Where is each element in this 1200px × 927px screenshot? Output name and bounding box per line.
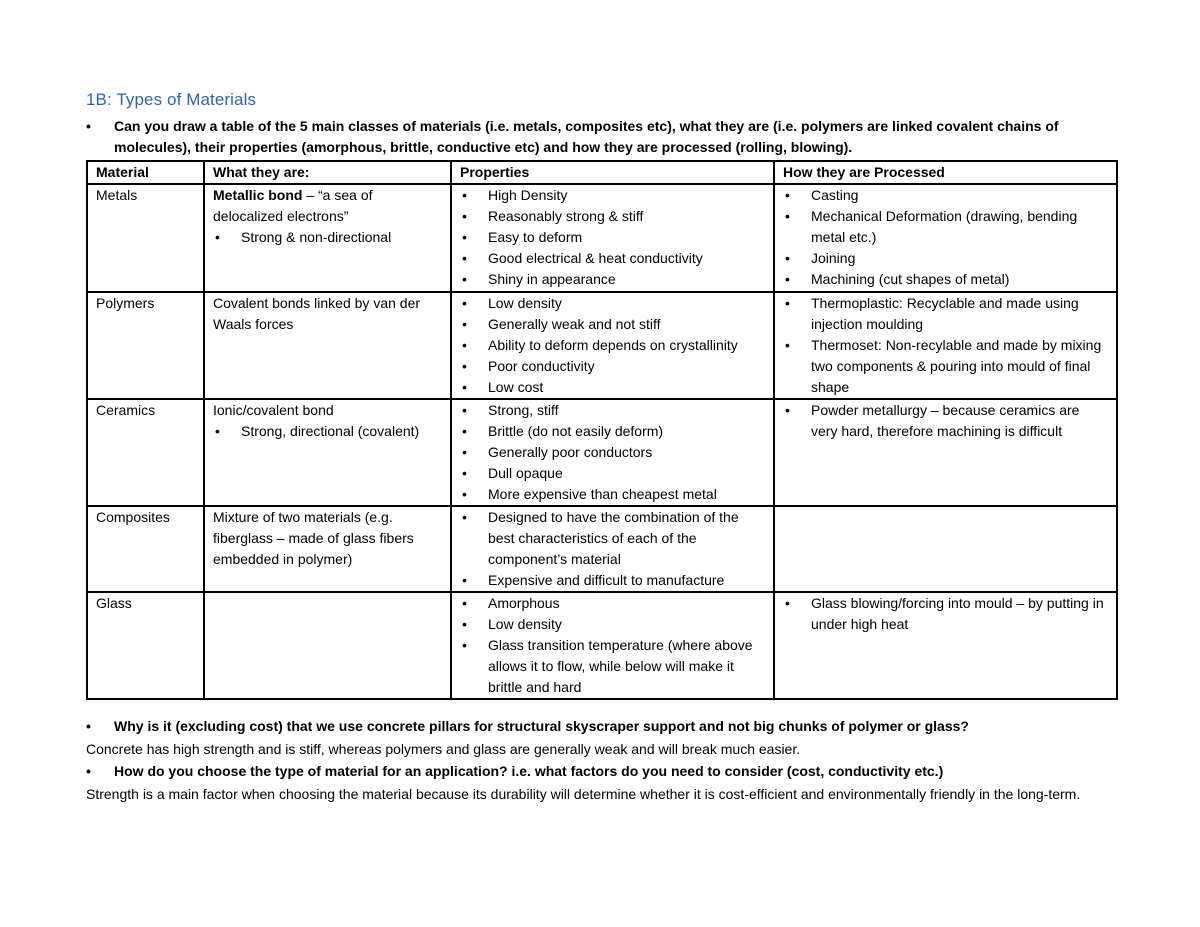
cell-processed	[774, 399, 1117, 506]
materials-table	[86, 160, 1118, 700]
cell-properties	[451, 592, 774, 699]
cell-what	[204, 399, 451, 506]
header-material: Material	[87, 161, 204, 184]
list-item: • Generally weak and not stiff	[460, 314, 765, 335]
list-item: • Expensive and difficult to manufacture	[460, 570, 765, 591]
list-item: • Strong & non-directional	[213, 227, 442, 248]
cell-material: Glass	[87, 592, 204, 699]
table-row	[87, 399, 1117, 506]
list-item: • Joining	[783, 248, 1108, 269]
question-2-text: How do you choose the type of material for an application? i.e. what factors do you need to consider (cost, conductivity etc.)	[114, 763, 944, 779]
list-item: • Amorphous	[460, 593, 765, 614]
list-item: • Low density	[460, 293, 765, 314]
cell-properties	[451, 506, 774, 592]
cell-material: Metals	[87, 184, 204, 292]
list-item: • Reasonably strong & stiff	[460, 206, 765, 227]
list-item: • Glass blowing/forcing into mould – by putting in under high heat	[783, 593, 1108, 635]
cell-what	[204, 506, 451, 592]
list-item: • High Density	[460, 185, 765, 206]
what-text: Covalent bonds linked by van der Waals forces	[213, 295, 421, 332]
list-item: • Easy to deform	[460, 227, 765, 248]
intro-question	[86, 116, 1116, 158]
cell-processed	[774, 592, 1117, 699]
cell-what	[204, 184, 451, 292]
what-bold-text: Metallic bond	[213, 187, 303, 203]
list-item: • Good electrical & heat conductivity	[460, 248, 765, 269]
what-text: Mixture of two materials (e.g. fiberglass – made of glass fibers embedded in polymer)	[213, 509, 414, 567]
list-item: • Strong, stiff	[460, 400, 765, 421]
section-heading: 1B: Types of Materials	[86, 90, 257, 109]
table-row	[87, 184, 1117, 292]
cell-what	[204, 592, 451, 699]
list-item: • Dull opaque	[460, 463, 765, 484]
cell-material: Ceramics	[87, 399, 204, 506]
table-row	[87, 592, 1117, 699]
header-what-they-are: What they are:	[204, 161, 451, 184]
list-item: • Mechanical Deformation (drawing, bending metal etc.)	[783, 206, 1108, 248]
header-properties: Properties	[451, 161, 774, 184]
list-item: • Low density	[460, 614, 765, 635]
table-header-row	[87, 161, 1117, 184]
header-processed: How they are Processed	[774, 161, 1117, 184]
list-item: • Shiny in appearance	[460, 269, 765, 290]
list-item: • Thermoplastic: Recyclable and made using injection moulding	[783, 293, 1108, 335]
list-item: • More expensive than cheapest metal	[460, 484, 765, 505]
cell-processed	[774, 506, 1117, 592]
cell-properties	[451, 292, 774, 399]
bullet-symbol: •	[86, 718, 91, 734]
list-item: • Glass transition temperature (where above allows it to flow, while below will make it brittle and hard	[460, 635, 765, 698]
list-item: • Designed to have the combination of the best characteristics of each of the component’s material	[460, 507, 765, 570]
table-row	[87, 292, 1117, 399]
cell-material: Polymers	[87, 292, 204, 399]
list-item: • Low cost	[460, 377, 765, 398]
what-text: Ionic/covalent bond	[213, 402, 334, 418]
list-item: • Brittle (do not easily deform)	[460, 421, 765, 442]
bullet-symbol: •	[86, 763, 91, 779]
cell-processed	[774, 292, 1117, 399]
list-item: • Thermoset: Non-recylable and made by mixing two components & pouring into mould of final shape	[783, 335, 1108, 398]
list-item: • Casting	[783, 185, 1108, 206]
cell-material: Composites	[87, 506, 204, 592]
list-item: • Strong, directional (covalent)	[213, 421, 442, 442]
intro-question-text: Can you draw a table of the 5 main classes of materials (i.e. metals, composites etc), what they are (i.e. polymers are linked covalent chains of molecules), their properties (amorphous, brittle, conductive etc) and how they are processed (rolling, blowing).	[114, 118, 1059, 155]
list-item: • Generally poor conductors	[460, 442, 765, 463]
cell-properties	[451, 399, 774, 506]
what-text: – “a sea of delocalized electrons”	[213, 187, 373, 224]
list-item: • Ability to deform depends on crystallinity	[460, 335, 765, 356]
cell-processed	[774, 184, 1117, 292]
question-1-text: Why is it (excluding cost) that we use concrete pillars for structural skyscraper support and not big chunks of polymer or glass?	[114, 718, 969, 734]
question-1	[86, 716, 1116, 737]
bullet-symbol: •	[86, 118, 91, 134]
cell-what	[204, 292, 451, 399]
list-item: • Poor conductivity	[460, 356, 765, 377]
question-2	[86, 761, 1116, 782]
list-item: • Powder metallurgy – because ceramics are very hard, therefore machining is difficult	[783, 400, 1108, 442]
cell-properties	[451, 184, 774, 292]
answer-2: Strength is a main factor when choosing the material because its durability will determine whether it is cost-efficient and environmentally friendly in the long-term.	[86, 786, 1081, 802]
answer-1: Concrete has high strength and is stiff, whereas polymers and glass are generally weak and will break much easier.	[86, 741, 801, 757]
table-row	[87, 506, 1117, 592]
list-item: • Machining (cut shapes of metal)	[783, 269, 1108, 290]
